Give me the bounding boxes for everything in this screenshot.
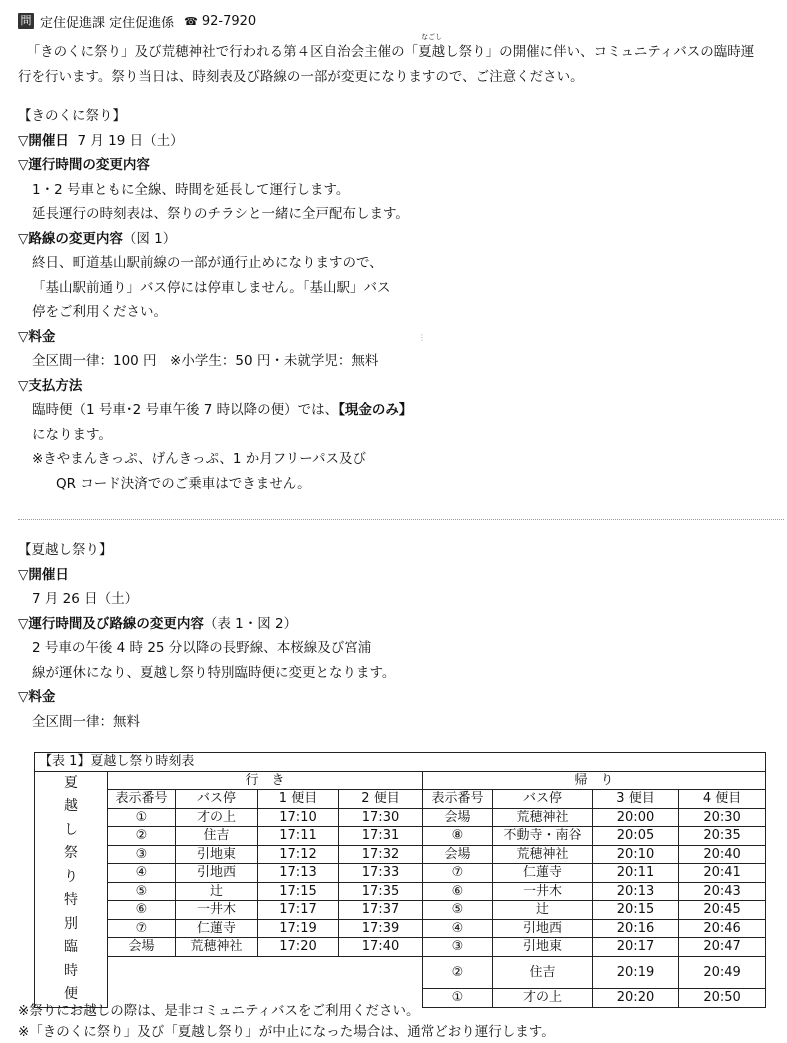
vertical-label-char: 別 — [64, 915, 78, 932]
table-row — [35, 864, 766, 883]
column-header: 4 便目 — [679, 790, 766, 809]
column-header: 2 便目 — [339, 790, 423, 809]
return-cell: ⑤ — [423, 901, 493, 920]
table-row — [35, 882, 766, 901]
intro-line-1: 「きのくに祭り」及び荒穂神社で行われる第４区自治会主催の「 なごし 夏越し祭り」の開催に伴い、コミュニティバスの臨時運 — [26, 33, 755, 60]
column-header: バス停 — [493, 790, 593, 809]
return-cell: 不動寺・南谷 — [493, 827, 593, 846]
outbound-cell: ③ — [108, 845, 176, 864]
department-name: 定住促進課 定住促進係 — [40, 15, 175, 31]
table-header-row — [35, 790, 766, 809]
outbound-cell: 荒穂神社 — [176, 938, 258, 957]
vertical-label-char: し — [64, 821, 78, 838]
vertical-label-cell — [35, 771, 108, 1007]
kinokuni-pay-line: ※きやまんきっぷ、げんきっぷ、1 か月フリーパス及び — [32, 451, 367, 467]
return-cell: 20:00 — [593, 808, 679, 827]
kinokuni-pay-line: 臨時便（1 号車･2 号車午後 7 時以降の便）では、【現金のみ】 — [32, 402, 413, 418]
outbound-cell: 17:32 — [339, 845, 423, 864]
section-divider — [18, 519, 784, 520]
outbound-cell: 住吉 — [176, 827, 258, 846]
outbound-cell: 引地東 — [176, 845, 258, 864]
outbound-cell: 会場 — [108, 938, 176, 957]
vertical-label-char: 便 — [64, 986, 78, 1002]
outbound-cell: 17:37 — [339, 901, 423, 920]
return-cell: 仁蓮寺 — [493, 864, 593, 883]
outbound-empty-cell — [108, 956, 423, 1007]
outbound-cell: ⑦ — [108, 919, 176, 938]
outbound-cell: 17:12 — [258, 845, 339, 864]
return-cell: 住吉 — [493, 956, 593, 989]
return-cell: 20:41 — [679, 864, 766, 883]
nagoshi-change-line: 線が運休になり、夏越し祭り特別臨時便に変更となります。 — [32, 664, 396, 681]
kinokuni-pay-line: になります。 — [32, 426, 112, 443]
return-cell: 20:15 — [593, 901, 679, 920]
kinokuni-route-line: 「基山駅前通り」バス停には停車しません。「基山駅」バス — [32, 279, 391, 296]
outbound-cell: 17:11 — [258, 827, 339, 846]
return-cell: 会場 — [423, 845, 493, 864]
return-cell: 会場 — [423, 808, 493, 827]
table-row — [35, 901, 766, 920]
return-cell: 20:49 — [679, 956, 766, 989]
kinokuni-fare-text: 全区間一律：100 円 ※小学生：50 円・未就学児：無料 — [32, 353, 379, 369]
nagoshi-heading: 【夏越し祭り】 — [18, 542, 113, 558]
outbound-cell: 才の上 — [176, 808, 258, 827]
column-header: 表示番号 — [423, 790, 493, 809]
return-cell: 才の上 — [493, 989, 593, 1008]
vertical-label-char: り — [64, 868, 78, 885]
kinokuni-section — [18, 104, 412, 496]
vertical-label-char: 越 — [64, 798, 78, 814]
vertical-label-char: 夏 — [64, 774, 78, 791]
return-cell: ② — [423, 956, 493, 989]
intro-paragraph — [18, 33, 778, 90]
kinokuni-time-line: 1・2 号車ともに全線、時間を延長して運行します。 — [32, 181, 350, 198]
vertical-label-char: 臨 — [64, 939, 78, 955]
footnote: ※祭りにお越しの際は、是非コミュニティバスをご利用ください。 — [18, 1003, 420, 1019]
kinokuni-fare-label: ▽料金 — [18, 328, 56, 345]
outbound-cell: 17:20 — [258, 938, 339, 957]
vertical-label-char: 時 — [64, 962, 78, 979]
return-cell: ⑧ — [423, 827, 493, 846]
return-cell: 20:35 — [679, 827, 766, 846]
return-cell: 20:45 — [679, 901, 766, 920]
column-header: 表示番号 — [108, 790, 176, 809]
column-header: バス停 — [176, 790, 258, 809]
return-cell: 荒穂神社 — [493, 845, 593, 864]
column-header: 3 便目 — [593, 790, 679, 809]
table-row — [35, 808, 766, 827]
return-cell: 引地東 — [493, 938, 593, 957]
table-caption: 【表 1】夏越し祭り時刻表 — [35, 753, 766, 772]
outbound-cell: 引地西 — [176, 864, 258, 883]
ruby-nagoshi: なごし 夏越 — [418, 33, 446, 60]
outbound-cell: 17:13 — [258, 864, 339, 883]
outbound-cell: 17:40 — [339, 938, 423, 957]
outbound-cell: 17:39 — [339, 919, 423, 938]
outbound-cell: 辻 — [176, 882, 258, 901]
outbound-cell: 17:10 — [258, 808, 339, 827]
return-cell: 引地西 — [493, 919, 593, 938]
contact-header — [18, 12, 256, 30]
return-cell: 荒穂神社 — [493, 808, 593, 827]
return-cell: ⑦ — [423, 864, 493, 883]
return-cell: 辻 — [493, 901, 593, 920]
nagoshi-change-line: 2 号車の午後 4 時 25 分以降の長野線、本桜線及び宮浦 — [32, 640, 372, 656]
return-cell: 20:40 — [679, 845, 766, 864]
kinokuni-pay-line: QR コード決済でのご乗車はできません。 — [56, 475, 311, 492]
nagoshi-date-label: ▽開催日 — [18, 566, 69, 583]
return-cell: 20:13 — [593, 882, 679, 901]
outbound-cell: 一井木 — [176, 901, 258, 920]
kinokuni-time-label: ▽運行時間の変更内容 — [18, 157, 150, 173]
outbound-cell: 17:17 — [258, 901, 339, 920]
timetable — [34, 752, 765, 1008]
nagoshi-fare-label: ▽料金 — [18, 689, 56, 705]
phone-icon: ☎ — [184, 14, 198, 28]
return-cell: 20:05 — [593, 827, 679, 846]
return-cell: 20:20 — [593, 989, 679, 1008]
outbound-cell: ① — [108, 808, 176, 827]
return-cell: 20:43 — [679, 882, 766, 901]
return-cell: ④ — [423, 919, 493, 938]
kinokuni-route-line: 停をご利用ください。 — [32, 304, 167, 320]
column-header: 1 便目 — [258, 790, 339, 809]
kinokuni-pay-label: ▽支払方法 — [18, 377, 83, 394]
stray-dot-mark: ⋮ — [418, 333, 426, 342]
return-cell: ① — [423, 989, 493, 1008]
return-cell: 20:50 — [679, 989, 766, 1008]
return-cell: 20:10 — [593, 845, 679, 864]
outbound-cell: 17:30 — [339, 808, 423, 827]
inquiry-icon: 問 — [18, 13, 34, 29]
kinokuni-time-line: 延長運行の時刻表は、祭りのチラシと一緒に全戸配布します。 — [32, 206, 409, 222]
kinokuni-heading: 【きのくに祭り】 — [18, 108, 126, 124]
nagoshi-section — [18, 538, 395, 734]
vertical-label-char: 特 — [64, 892, 78, 908]
table-row — [35, 845, 766, 864]
vertical-label — [35, 772, 107, 1007]
vertical-label-char: 祭 — [64, 845, 78, 861]
outbound-cell: 17:33 — [339, 864, 423, 883]
kinokuni-route-label: ▽路線の変更内容（図 1） — [18, 230, 177, 247]
outbound-cell: 17:19 — [258, 919, 339, 938]
table-row — [35, 919, 766, 938]
return-cell: ⑥ — [423, 882, 493, 901]
nagoshi-change-label: ▽運行時間及び路線の変更内容（表 1・図 2） — [18, 615, 298, 632]
return-cell: 20:47 — [679, 938, 766, 957]
return-cell: 20:19 — [593, 956, 679, 989]
phone-number[interactable]: 92-7920 — [201, 13, 257, 29]
outbound-cell: 17:35 — [339, 882, 423, 901]
outbound-cell: 17:15 — [258, 882, 339, 901]
outbound-cell: ⑥ — [108, 901, 176, 920]
kinokuni-date: ▽開催日 7 月 19 日（土） — [18, 132, 184, 149]
timetable-table — [34, 752, 766, 1008]
nagoshi-date-value: 7 月 26 日（土） — [32, 591, 139, 607]
intro-line-2: 行を行います。祭り当日は、時刻表及び路線の一部が変更になりますので、ご注意ください。 — [18, 69, 584, 85]
return-cell: 一井木 — [493, 882, 593, 901]
return-title: 帰 り — [423, 771, 766, 790]
kinokuni-route-line: 終日、町道基山駅前線の一部が通行止めになりますので、 — [32, 255, 383, 271]
footnotes — [18, 1001, 555, 1043]
nagoshi-fare-text: 全区間一律：無料 — [32, 713, 140, 730]
table-row — [35, 956, 766, 989]
footnote: ※「きのくに祭り」及び「夏越し祭り」が中止になった場合は、通常どおり運行します。 — [18, 1024, 555, 1040]
return-cell: 20:46 — [679, 919, 766, 938]
outbound-cell: ④ — [108, 864, 176, 883]
return-cell: 20:30 — [679, 808, 766, 827]
outbound-cell: ② — [108, 827, 176, 846]
table-row — [35, 938, 766, 957]
return-cell: ③ — [423, 938, 493, 957]
outbound-cell: ⑤ — [108, 882, 176, 901]
table-row — [35, 827, 766, 846]
outbound-cell: 仁蓮寺 — [176, 919, 258, 938]
outbound-title: 行 き — [108, 771, 423, 790]
return-cell: 20:16 — [593, 919, 679, 938]
return-cell: 20:11 — [593, 864, 679, 883]
return-cell: 20:17 — [593, 938, 679, 957]
outbound-cell: 17:31 — [339, 827, 423, 846]
